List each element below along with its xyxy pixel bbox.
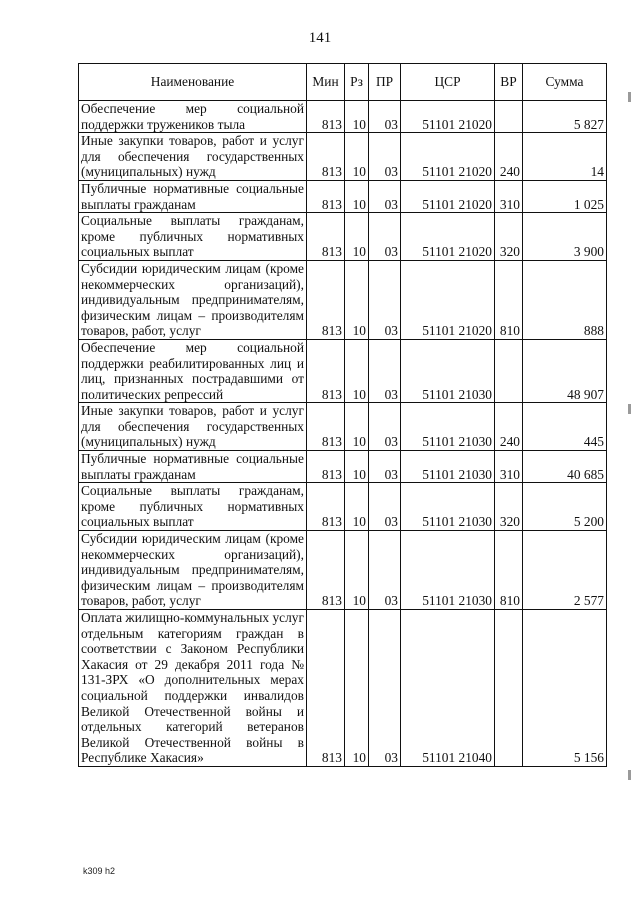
cell-name: Оплата жилищно-коммунальных услуг отдельным категориям граждан в соответствии с Законом Республики Хакасия от 29 декабря 2011 года № 131-ЗРХ «О дополнительных мерах социальной поддержки инвалидов Великой Отечественной войны и отдельных категорий ветеранов Великой Отечественной войны в Республике Хакасия»: [79, 610, 307, 767]
cell-csr: 51101 21030: [401, 483, 495, 531]
cell-min: 813: [307, 260, 345, 339]
cell-name: Иные закупки товаров, работ и услуг для обеспечения государственных (муниципальных) нужд: [79, 403, 307, 451]
cell-pr: 03: [369, 610, 401, 767]
cell-name: Публичные нормативные социальные выплаты гражданам: [79, 180, 307, 212]
cell-rz: 10: [345, 403, 369, 451]
cell-name: Публичные нормативные социальные выплаты гражданам: [79, 451, 307, 483]
cell-pr: 03: [369, 133, 401, 181]
table-row: [79, 610, 607, 767]
cell-csr: 51101 21020: [401, 133, 495, 181]
cell-name: Субсидии юридическим лицам (кроме некоммерческих организаций), индивидуальным предпринимателям, физическим лицам – производителям товаров, работ, услуг: [79, 260, 307, 339]
cell-vr: 320: [495, 483, 523, 531]
cell-rz: 10: [345, 339, 369, 402]
cell-csr: 51101 21030: [401, 451, 495, 483]
cell-min: 813: [307, 101, 345, 133]
table-row: [79, 339, 607, 402]
cell-min: 813: [307, 339, 345, 402]
cell-csr: 51101 21020: [401, 260, 495, 339]
cell-min: 813: [307, 483, 345, 531]
cell-rz: 10: [345, 101, 369, 133]
header-csr: ЦСР: [401, 64, 495, 101]
scan-mark: [628, 770, 631, 780]
cell-pr: 03: [369, 403, 401, 451]
cell-min: 813: [307, 180, 345, 212]
cell-csr: 51101 21020: [401, 213, 495, 261]
table-row: [79, 101, 607, 133]
table-header: [79, 64, 607, 101]
cell-vr: 810: [495, 531, 523, 610]
cell-min: 813: [307, 451, 345, 483]
cell-min: 813: [307, 403, 345, 451]
cell-csr: 51101 21030: [401, 339, 495, 402]
cell-name: Социальные выплаты гражданам, кроме публичных нормативных социальных выплат: [79, 483, 307, 531]
cell-pr: 03: [369, 260, 401, 339]
cell-sum: 48 907: [523, 339, 607, 402]
cell-name: Обеспечение мер социальной поддержки тружеников тыла: [79, 101, 307, 133]
cell-vr: 810: [495, 260, 523, 339]
header-vr: ВР: [495, 64, 523, 101]
header-rz: Рз: [345, 64, 369, 101]
header-name: Наименование: [79, 64, 307, 101]
cell-csr: 51101 21040: [401, 610, 495, 767]
cell-sum: 5 200: [523, 483, 607, 531]
table-row: [79, 531, 607, 610]
cell-vr: 310: [495, 180, 523, 212]
cell-sum: 5 156: [523, 610, 607, 767]
cell-pr: 03: [369, 180, 401, 212]
table-row: [79, 260, 607, 339]
cell-sum: 1 025: [523, 180, 607, 212]
cell-csr: 51101 21030: [401, 403, 495, 451]
budget-table: [78, 63, 607, 767]
header-row: [79, 64, 607, 101]
cell-rz: 10: [345, 451, 369, 483]
cell-rz: 10: [345, 610, 369, 767]
cell-rz: 10: [345, 260, 369, 339]
cell-pr: 03: [369, 101, 401, 133]
cell-min: 813: [307, 133, 345, 181]
cell-name: Иные закупки товаров, работ и услуг для обеспечения государственных (муниципальных) нужд: [79, 133, 307, 181]
cell-sum: 2 577: [523, 531, 607, 610]
table-row: [79, 403, 607, 451]
cell-rz: 10: [345, 483, 369, 531]
cell-vr: [495, 610, 523, 767]
cell-csr: 51101 21030: [401, 531, 495, 610]
table-row: [79, 451, 607, 483]
cell-sum: 14: [523, 133, 607, 181]
page-number: 141: [308, 30, 332, 46]
header-min: Мин: [307, 64, 345, 101]
cell-sum: 5 827: [523, 101, 607, 133]
cell-pr: 03: [369, 531, 401, 610]
table-row: [79, 133, 607, 181]
cell-vr: 310: [495, 451, 523, 483]
cell-pr: 03: [369, 339, 401, 402]
cell-rz: 10: [345, 531, 369, 610]
cell-name: Субсидии юридическим лицам (кроме некоммерческих организаций), индивидуальным предпринимателям, физическим лицам – производителям товаров, работ, услуг: [79, 531, 307, 610]
cell-pr: 03: [369, 483, 401, 531]
cell-sum: 3 900: [523, 213, 607, 261]
table-row: [79, 213, 607, 261]
cell-rz: 10: [345, 213, 369, 261]
table-row: [79, 180, 607, 212]
scan-mark: [628, 92, 631, 102]
cell-vr: 240: [495, 133, 523, 181]
cell-pr: 03: [369, 451, 401, 483]
cell-name: Обеспечение мер социальной поддержки реабилитированных лиц и лиц, признанных пострадавшими от политических репрессий: [79, 339, 307, 402]
header-sum: Сумма: [523, 64, 607, 101]
cell-vr: [495, 339, 523, 402]
cell-rz: 10: [345, 133, 369, 181]
cell-rz: 10: [345, 180, 369, 212]
cell-name: Социальные выплаты гражданам, кроме публичных нормативных социальных выплат: [79, 213, 307, 261]
cell-vr: 240: [495, 403, 523, 451]
cell-csr: 51101 21020: [401, 180, 495, 212]
header-pr: ПР: [369, 64, 401, 101]
cell-min: 813: [307, 610, 345, 767]
cell-sum: 888: [523, 260, 607, 339]
cell-sum: 445: [523, 403, 607, 451]
cell-sum: 40 685: [523, 451, 607, 483]
cell-min: 813: [307, 531, 345, 610]
cell-vr: [495, 101, 523, 133]
cell-vr: 320: [495, 213, 523, 261]
cell-pr: 03: [369, 213, 401, 261]
scan-mark: [628, 404, 631, 414]
footer-code: k309 h2: [83, 866, 116, 876]
table-body: [79, 101, 607, 767]
table-row: [79, 483, 607, 531]
cell-min: 813: [307, 213, 345, 261]
cell-csr: 51101 21020: [401, 101, 495, 133]
